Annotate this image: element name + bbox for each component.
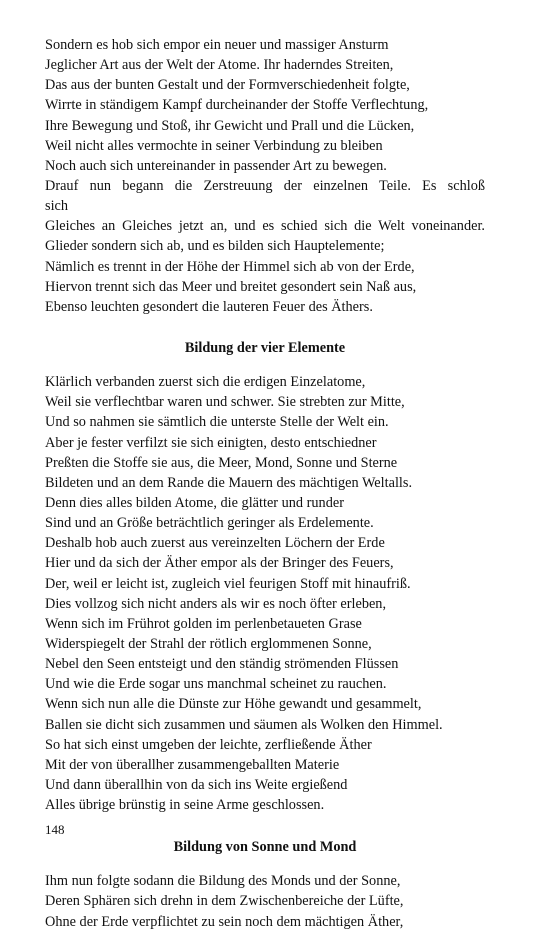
verse-line: Ohne der Erde verpflichtet zu sein noch dem mächtigen Äther, xyxy=(45,913,404,930)
verse-line: Der, weil er leicht ist, zugleich viel feurigen Stoff mit hinaufriß. xyxy=(45,575,411,592)
verse-line: Jeglicher Art aus der Welt der Atome. Ihr haderndes Streiten, xyxy=(45,57,394,74)
verse-line: So hat sich einst umgeben der leichte, zerfließende Äther xyxy=(45,736,372,753)
verse-line: Ballen sie dicht sich zusammen und säumen als Wolken den Himmel. xyxy=(45,716,443,733)
verse-line: Wirrte in ständigem Kampf durcheinander der Stoffe Verflechtung, xyxy=(45,97,429,114)
page-body xyxy=(45,35,485,932)
verse-line: Bildeten und an dem Rande die Mauern des mächtigen Weltalls. xyxy=(45,474,413,491)
verse-line: Das aus der bunten Gestalt und der Formverschiedenheit folgte, xyxy=(45,77,410,94)
verse-line: Weil nicht alles vermochte in seiner Verbindung zu bleiben xyxy=(45,137,383,154)
verse-line: Nebel den Seen entsteigt und den ständig strömenden Flüssen xyxy=(45,656,399,673)
verse-line: Alles übrige brünstig in seine Arme geschlossen. xyxy=(45,797,325,814)
verse-line: Dies vollzog sich nicht anders als wir es noch öfter erleben, xyxy=(45,595,387,612)
verse-block-3 xyxy=(45,871,485,931)
verse-line: Und so nahmen sie sämtlich die unterste Stelle der Welt ein. xyxy=(45,414,389,431)
verse-line: Und dann überallhin von da sich ins Weite ergießend xyxy=(45,776,348,793)
verse-line: Wenn sich im Frührot golden im perlenbetaueten Grase xyxy=(45,615,362,632)
verse-line: Sondern es hob sich empor ein neuer und massiger Ansturm xyxy=(45,37,389,53)
verse-line: Hier und da sich der Äther empor als der Bringer des Feuers, xyxy=(45,555,394,572)
verse-line: Preßten die Stoffe sie aus, die Meer, Mond, Sonne und Sterne xyxy=(45,454,398,471)
verse-block-1 xyxy=(45,35,485,317)
verse-line: Glieder sondern sich ab, und es bilden sich Hauptelemente; xyxy=(45,238,385,255)
verse-line: Widerspiegelt der Strahl der rötlich erglommenen Sonne, xyxy=(45,635,372,652)
verse-line: Aber je fester verfilzt sie sich einigten, desto entschiedner xyxy=(45,434,377,451)
verse-line: Denn dies alles bilden Atome, die glätter und runder xyxy=(45,494,344,511)
verse-line: Ebenso leuchten gesondert die lauteren Feuer des Äthers. xyxy=(45,298,373,315)
page-number: 148 xyxy=(45,822,65,837)
verse-line: Und wie die Erde sogar uns manchmal scheinet zu rauchen. xyxy=(45,676,387,693)
verse-block-2 xyxy=(45,372,485,815)
verse-line: Drauf nun begann die Zerstreuung der einzelnen Teile. Es schloß xyxy=(45,177,485,194)
verse-line: sich xyxy=(45,198,69,215)
verse-line: Nämlich es trennt in der Höhe der Himmel sich ab von der Erde, xyxy=(45,258,415,275)
verse-line: Gleiches an Gleiches jetzt an, und es schied sich die Welt voneinander. xyxy=(45,218,485,235)
verse-line: Wenn sich nun alle die Dünste zur Höhe gewandt und gesammelt, xyxy=(45,696,422,713)
verse-line: Deren Sphären sich drehn in dem Zwischenbereiche der Lüfte, xyxy=(45,893,404,910)
verse-line: Klärlich verbanden zuerst sich die erdigen Einzelatome, xyxy=(45,374,366,391)
verse-line: Weil sie verflechtbar waren und schwer. Sie strebten zur Mitte, xyxy=(45,394,405,411)
verse-line: Deshalb hob auch zuerst aus vereinzelten Löchern der Erde xyxy=(45,535,385,552)
verse-line: Noch auch sich untereinander in passender Art zu bewegen. xyxy=(45,157,387,174)
verse-line: Hiervon trennt sich das Meer und breitet gesondert sein Naß aus, xyxy=(45,278,417,295)
verse-line: Ihm nun folgte sodann die Bildung des Monds und der Sonne, xyxy=(45,873,401,890)
section-heading: Bildung von Sonne und Mond xyxy=(173,839,357,856)
section-heading: Bildung der vier Elemente xyxy=(184,339,346,356)
verse-line: Mit der von überallher zusammengeballten Materie xyxy=(45,756,340,773)
verse-line: Ihre Bewegung und Stoß, ihr Gewicht und Prall und die Lücken, xyxy=(45,117,415,134)
verse-line: Sind und an Größe beträchtlich geringer als Erdelemente. xyxy=(45,515,374,532)
